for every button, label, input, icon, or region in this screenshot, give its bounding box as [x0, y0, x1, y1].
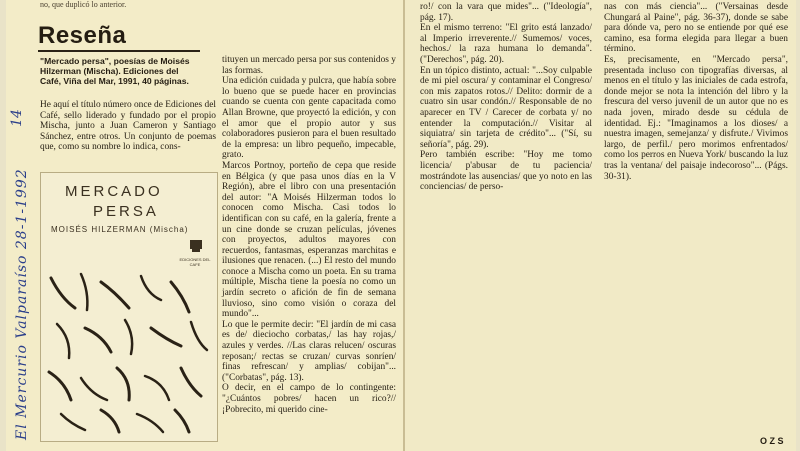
- archive-mark-code: O Z S: [760, 436, 784, 446]
- column-3-text: ro!/ con la vara que mides"... ("Ideología", pág. 17). En el mismo terreno: "El grito está lanzado/ al Imperio irreverente.// Sumemos/ voces, hechos./ la raza humana lo demanda". ("Derechos", pág. 20). En un tópico distinto, actual: "...Soy culpable de mi piel oscura/ y contaminar el Congreso/ con mis zapatos rotos.// Delito: dormir de a cuatro sin usar condón.// Responsable de no aparecer en TV / Carecer de corbata y/ no entender la computación.// Visitar al siquiatra/ sin tarjeta de crédito"... ("Sí, su señoría", pág. 29). Pero también escribe: "Hoy me tomo licencia/ p'abusar de tu paciencia/ mostrándote las ausencias/ que yo noto en las conciencias/ de perso-: [420, 2, 592, 193]
- book-cover-image: [40, 172, 218, 442]
- cover-brushstrokes-artwork: [41, 268, 217, 440]
- title-underline: [38, 50, 200, 52]
- publisher-logo-icon: [187, 237, 205, 255]
- section-title: Reseña: [38, 22, 127, 49]
- publisher-logo-caption: EDICIONES DEL CAFE: [179, 257, 211, 267]
- book-reference-lead: "Mercado persa", poesías de Moisés Hilzerman (Mischa). Ediciones del Café, Viña del Mar, 1991, 40 páginas.: [40, 56, 190, 86]
- cover-title-line-2: PERSA: [93, 203, 159, 220]
- handwritten-page-number: 14: [8, 109, 25, 127]
- cut-off-top-line: no, que duplicó lo anterior.: [40, 0, 127, 9]
- page-fold: [403, 0, 405, 451]
- cover-author: MOISÉS HILZERMAN (Mischa): [51, 225, 189, 234]
- column-1-text: He aquí el título número once de Ediciones del Café, sello liderado y fundado por el propio Mischa, junto a Juan Cameron y Santiago Sánchez, entre otros. Un conjunto de poemas que, como su nombre lo indica, cons-: [40, 100, 216, 153]
- cover-title-line-1: MERCADO: [65, 183, 163, 200]
- column-2-text: tituyen un mercado persa por sus contenidos y las formas. Una edición cuidada y pulcra, que había sobre lo bueno que se puede hacer en provincias cuando se cuenta con gente capacitada como Allan Browne, que proyectó la edición, y con el amor que el propio autor y sus colaboradores pusieron para el buen resultado de la empresa: un libro pequeño, impecable, grato. Marcos Portnoy, porteño de cepa que reside en Bélgica (y que pasa unos días en la V Región), abre el libro con una presentación del autor: "A Moisés Hilzerman todos lo conocen como Mischa. Casi todos lo identifican con su café, en la galería, frente a un cine donde se cruzan películas, jóvenes con proyectos, adultos mayores con recuerdos, fantasmas, esperanzas marchitas e ilusiones que renacen. (...) El resto del mundo conoce a Mischa como un poeta. En su trama múltiple, Mischa tiene la poesía no como un jardín secreto o afición de fin de semana lluvioso, sino como visión o coraza del mundo"... Lo que le permite decir: "El jardín de mi casa es de/ dieciocho corbatas,/ las hay rojas,/ azules y verdes. //Las claras relucen/ oscuras reposan;/ rectas se cruzan/ curvas sonríen/ finas refrescan/ y amplias/ cobijan"... ("Corbatas", pág. 13). O decir, en el campo de lo contingente: "¿Cuántos pobres/ hacen un rico?// ¡Pobrecito, mi querido cine-: [222, 55, 396, 415]
- handwritten-source-note: El Mercurio Valparaíso 28-1-1992: [14, 168, 30, 440]
- column-4-text: nas con más ciencia"... ("Versainas desde Chungará al Paine", pág. 36-37), donde se sabe para dónde va, pero no se entiende por qué ese camino, esa forma elegida para llegar a buen término. Es, precisamente, en "Mercado persa", presentada incluso con tipografías diversas, al menos en el título y las iniciales de cada estrofa, donde mejor se nota la intención del libro y la frescura del verso juvenil de un autor que no es nada joven, mirado desde su cédula de identidad. Ej.: "Imaginamos a los dioses/ a nuestra imagen, semejanza/ y disfrute./ Vivimos largo, de perfil./ pero morimos enfrentados/ como los perros en Nueva York/ buscando la luz tras la ventana/ del paisaje indecoroso"... (Págs. 30-31).: [604, 2, 788, 182]
